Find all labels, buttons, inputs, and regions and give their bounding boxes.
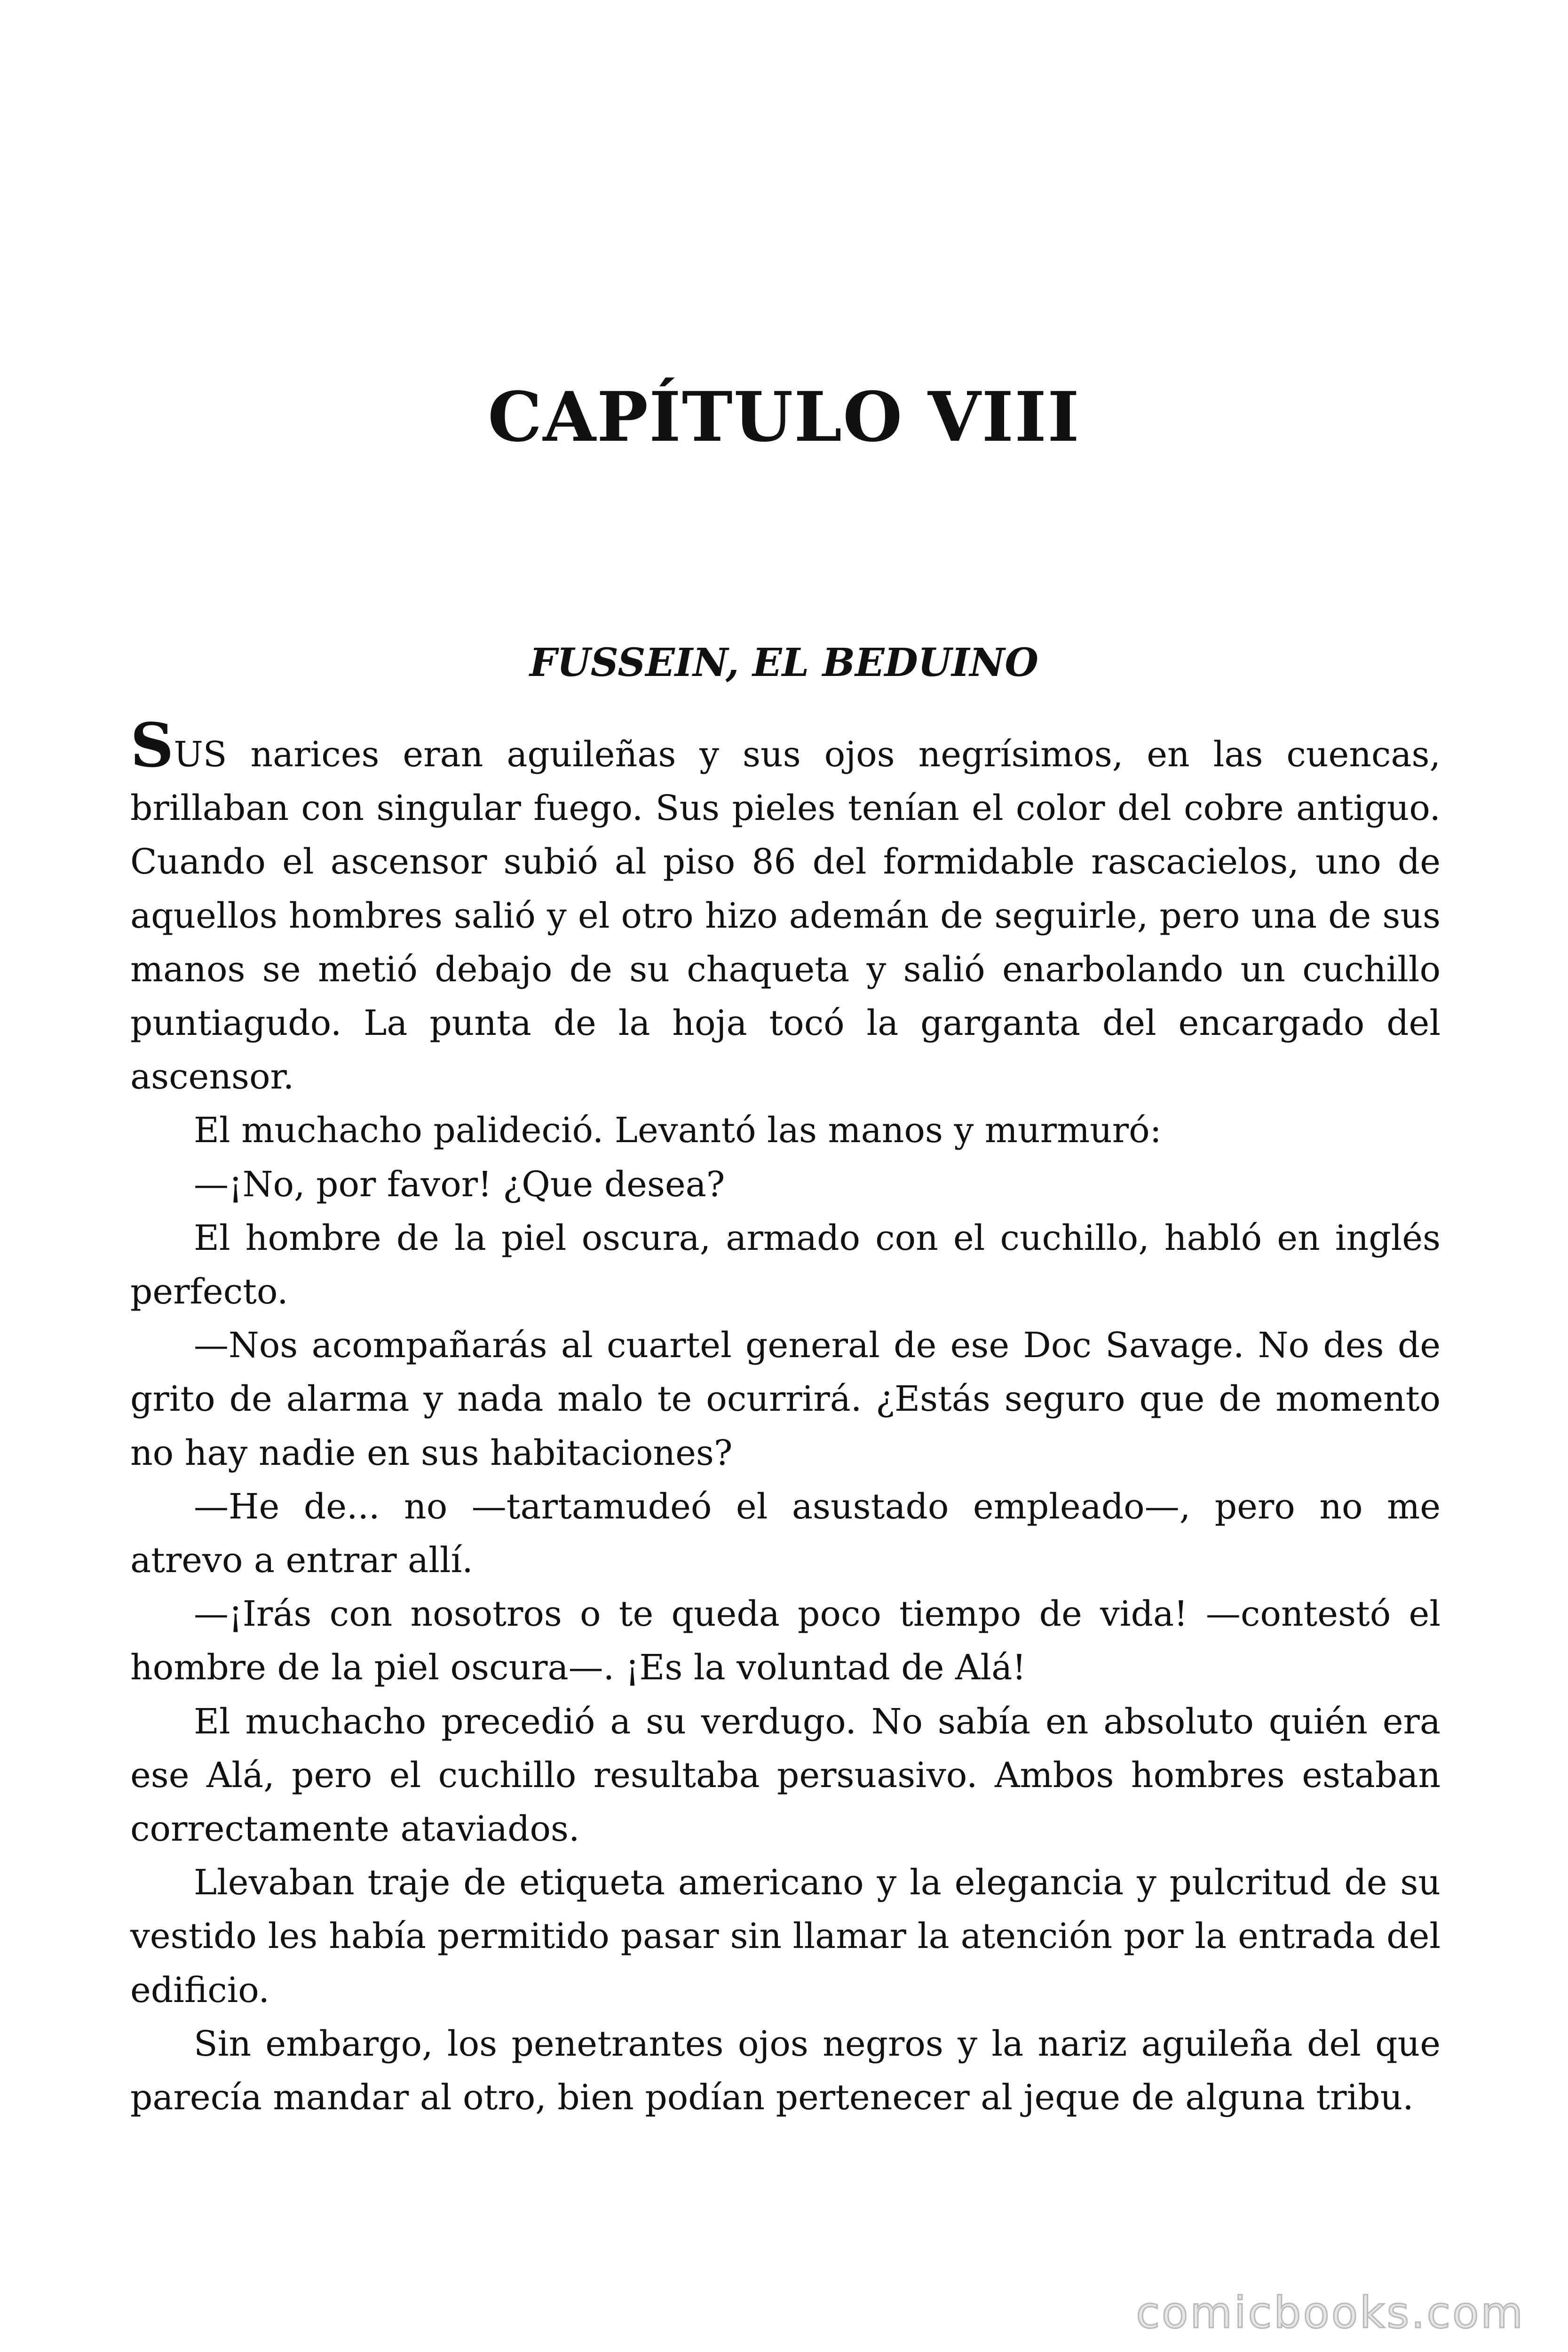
paragraph	[130, 710, 1441, 1104]
watermark-logo: comicbooks.com	[1136, 2288, 1525, 2338]
paragraph: El hombre de la piel oscura, armado con el cuchillo, habló en inglés perfecto.	[130, 1217, 1441, 1312]
paragraph: Sin embargo, los penetrantes ojos negros y la nariz aguileña del que parecía mandar al otro, bien podían pertenecer al jeque de alguna tribu.	[130, 2023, 1441, 2118]
paragraph-text: narices eran aguileñas y sus ojos negrísimos, en las cuencas, brillaban con singular fuego. Sus pieles tenían el color del cobre antiguo. Cuando el ascensor subió al piso 86 del formidable rascacielos, uno de aquellos hombres salió y el otro hizo ademán de seguirle, pero una de sus manos se metió debajo de su chaqueta y salió enarbolando un cuchillo puntiagudo. La punta de la hoja tocó la garganta del encargado del ascensor.	[130, 734, 1441, 1097]
paragraph: —¡Irás con nosotros o te queda poco tiempo de vida! —contestó el hombre de la piel oscura—. ¡Es la voluntad de Alá!	[130, 1594, 1441, 1688]
paragraph: —He de... no —tartamudeó el asustado empleado—, pero no me atrevo a entrar allí.	[130, 1486, 1441, 1581]
paragraph: Llevaban traje de etiqueta americano y la elegancia y pulcritud de su vestido les había permitido pasar sin llamar la atención por la entrada del edificio.	[130, 1862, 1441, 2010]
chapter-body	[130, 710, 1441, 2124]
paragraph: —¡No, por favor! ¿Que desea?	[194, 1164, 725, 1205]
paragraph: —Nos acompañarás al cuartel general de ese Doc Savage. No des de grito de alarma y nada malo te ocurrirá. ¿Estás seguro que de momento no hay nadie en sus habitaciones?	[130, 1325, 1441, 1473]
first-word-rest: US	[174, 734, 227, 775]
paragraph: El muchacho palideció. Levantó las manos y murmuró:	[194, 1110, 1162, 1151]
paragraph: El muchacho precedió a su verdugo. No sabía en absoluto quién era ese Alá, pero el cuchillo resultaba persuasivo. Ambos hombres estaban correctamente ataviados.	[130, 1701, 1441, 1850]
chapter-subtitle: FUSSEIN, EL BEDUINO	[530, 640, 1038, 685]
chapter-title: CAPÍTULO VIII	[488, 377, 1080, 457]
drop-cap: S	[130, 710, 174, 781]
